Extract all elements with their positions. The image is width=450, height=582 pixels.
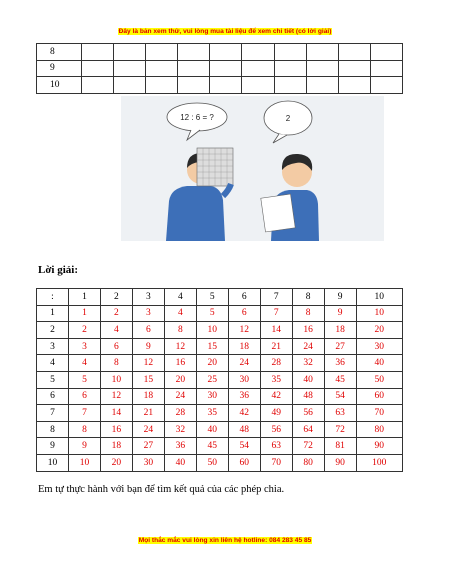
answer-cell: 64 — [292, 421, 324, 438]
answer-cell: 48 — [228, 421, 260, 438]
empty-cell — [82, 77, 114, 94]
answer-cell: 4 — [164, 305, 196, 322]
answer-cell: 2 — [100, 305, 132, 322]
instruction-note: Em tự thực hành với bạn để tìm kết quả của các phép chia. — [38, 484, 285, 495]
answer-cell: 12 — [100, 388, 132, 405]
answer-cell: 7 — [260, 305, 292, 322]
answer-cell: 15 — [132, 371, 164, 388]
answer-cell: 12 — [164, 338, 196, 355]
answer-cell: 24 — [132, 421, 164, 438]
answer-cell: 32 — [164, 421, 196, 438]
answer-cell: 2 — [69, 322, 101, 339]
answer-cell: 28 — [260, 355, 292, 372]
answer-cell: 18 — [228, 338, 260, 355]
answer-cell: 30 — [356, 338, 402, 355]
answer-cell: 5 — [69, 371, 101, 388]
answer-cell: 56 — [260, 421, 292, 438]
empty-cell — [338, 60, 370, 77]
answer-cell: 54 — [228, 438, 260, 455]
answer-cell: 63 — [260, 438, 292, 455]
answer-cell: 60 — [356, 388, 402, 405]
answer-cell: 45 — [196, 438, 228, 455]
row-header-cell: 4 — [37, 355, 69, 372]
empty-cell — [370, 44, 402, 61]
bottom-banner — [0, 537, 450, 544]
answer-cell: 10 — [69, 454, 101, 471]
row-header-cell: 7 — [37, 405, 69, 422]
top-multiplication-table — [36, 43, 403, 94]
answer-cell: 9 — [324, 305, 356, 322]
empty-cell — [242, 60, 274, 77]
answer-cell: 35 — [196, 405, 228, 422]
illustration-background — [121, 96, 384, 241]
header-cell: 5 — [196, 289, 228, 306]
answer-cell: 24 — [164, 388, 196, 405]
answer-cell: 12 — [228, 322, 260, 339]
answer-cell: 4 — [100, 322, 132, 339]
answer-cell: 56 — [292, 405, 324, 422]
answer-row — [37, 355, 403, 372]
header-cell: 2 — [100, 289, 132, 306]
answer-cell: 54 — [324, 388, 356, 405]
answer-row — [37, 421, 403, 438]
answer-cell: 20 — [196, 355, 228, 372]
header-cell: 7 — [260, 289, 292, 306]
answer-cell: 35 — [260, 371, 292, 388]
answer-cell: 4 — [69, 355, 101, 372]
answer-cell: 8 — [100, 355, 132, 372]
top-table-row — [37, 60, 403, 77]
answer-cell: 21 — [132, 405, 164, 422]
row-header-cell: 1 — [37, 305, 69, 322]
top-banner-text: Đây là bản xem thử, vui lòng mua tài liệu để xem chi tiết (có lời giải) — [118, 28, 332, 35]
header-cell: : — [37, 289, 69, 306]
empty-cell — [338, 44, 370, 61]
row-header-cell: 8 — [37, 421, 69, 438]
row-header-cell: 10 — [37, 454, 69, 471]
answer-cell: 7 — [69, 405, 101, 422]
answer-cell: 40 — [164, 454, 196, 471]
answer-cell: 24 — [292, 338, 324, 355]
answer-cell: 16 — [164, 355, 196, 372]
answer-cell: 20 — [100, 454, 132, 471]
answer-cell: 20 — [164, 371, 196, 388]
answer-cell: 3 — [69, 338, 101, 355]
empty-cell — [210, 44, 242, 61]
answer-cell: 48 — [292, 388, 324, 405]
answer-row — [37, 388, 403, 405]
left-bubble-text: 12 : 6 = ? — [180, 113, 214, 122]
answer-cell: 27 — [324, 338, 356, 355]
paper-sheet — [261, 194, 295, 232]
empty-cell — [178, 77, 210, 94]
top-banner — [0, 28, 450, 35]
answer-cell: 6 — [132, 322, 164, 339]
row-label: 8 — [37, 44, 82, 61]
empty-cell — [114, 77, 146, 94]
answer-cell: 6 — [69, 388, 101, 405]
answer-row — [37, 322, 403, 339]
answer-cell: 40 — [292, 371, 324, 388]
top-table-row — [37, 77, 403, 94]
top-table-row — [37, 44, 403, 61]
answer-cell: 10 — [356, 305, 402, 322]
answer-cell: 8 — [164, 322, 196, 339]
answer-cell: 24 — [228, 355, 260, 372]
answer-cell: 40 — [356, 355, 402, 372]
answer-cell: 36 — [228, 388, 260, 405]
answer-cell: 30 — [132, 454, 164, 471]
answer-cell: 1 — [69, 305, 101, 322]
empty-cell — [82, 44, 114, 61]
answer-cell: 6 — [100, 338, 132, 355]
row-header-cell: 2 — [37, 322, 69, 339]
right-bubble-text: 2 — [285, 114, 291, 123]
answer-cell: 90 — [356, 438, 402, 455]
answer-cell: 25 — [196, 371, 228, 388]
answer-cell: 45 — [324, 371, 356, 388]
answer-cell: 49 — [260, 405, 292, 422]
answer-cell: 36 — [164, 438, 196, 455]
row-label: 10 — [37, 77, 82, 94]
answer-cell: 18 — [100, 438, 132, 455]
empty-cell — [210, 77, 242, 94]
empty-cell — [306, 60, 338, 77]
answer-row — [37, 305, 403, 322]
empty-cell — [242, 44, 274, 61]
header-cell: 3 — [132, 289, 164, 306]
empty-cell — [274, 60, 306, 77]
empty-cell — [114, 60, 146, 77]
answer-cell: 27 — [132, 438, 164, 455]
empty-cell — [370, 60, 402, 77]
answer-cell: 40 — [196, 421, 228, 438]
answer-multiplication-table — [36, 288, 403, 472]
answer-cell: 16 — [100, 421, 132, 438]
answer-cell: 8 — [69, 421, 101, 438]
header-cell: 8 — [292, 289, 324, 306]
empty-cell — [274, 44, 306, 61]
empty-cell — [178, 60, 210, 77]
empty-cell — [242, 77, 274, 94]
answer-row — [37, 438, 403, 455]
empty-cell — [146, 77, 178, 94]
empty-cell — [146, 60, 178, 77]
empty-cell — [114, 44, 146, 61]
answer-cell: 100 — [356, 454, 402, 471]
answer-cell: 14 — [260, 322, 292, 339]
empty-cell — [210, 60, 242, 77]
answer-cell: 18 — [132, 388, 164, 405]
answer-cell: 8 — [292, 305, 324, 322]
answer-cell: 72 — [292, 438, 324, 455]
solution-title: Lời giải: — [38, 264, 79, 276]
answer-row — [37, 454, 403, 471]
header-cell: 4 — [164, 289, 196, 306]
answer-cell: 21 — [260, 338, 292, 355]
empty-cell — [146, 44, 178, 61]
empty-cell — [338, 77, 370, 94]
answer-cell: 10 — [196, 322, 228, 339]
answer-cell: 70 — [356, 405, 402, 422]
answer-cell: 72 — [324, 421, 356, 438]
answer-cell: 3 — [132, 305, 164, 322]
answer-cell: 30 — [228, 371, 260, 388]
answer-cell: 20 — [356, 322, 402, 339]
empty-cell — [370, 77, 402, 94]
answer-cell: 42 — [260, 388, 292, 405]
answer-cell: 50 — [356, 371, 402, 388]
empty-cell — [82, 60, 114, 77]
empty-cell — [306, 77, 338, 94]
header-cell: 6 — [228, 289, 260, 306]
answer-cell: 9 — [132, 338, 164, 355]
answer-cell: 81 — [324, 438, 356, 455]
answer-cell: 9 — [69, 438, 101, 455]
bottom-banner-text: Mọi thắc mắc vui lòng xin liên hệ hotline: 084 283 45 85 — [138, 537, 312, 544]
answer-cell: 42 — [228, 405, 260, 422]
answer-cell: 28 — [164, 405, 196, 422]
row-header-cell: 3 — [37, 338, 69, 355]
answer-cell: 10 — [100, 371, 132, 388]
answer-cell: 60 — [228, 454, 260, 471]
answer-cell: 70 — [260, 454, 292, 471]
answer-row — [37, 371, 403, 388]
row-header-cell: 6 — [37, 388, 69, 405]
answer-cell: 18 — [324, 322, 356, 339]
answer-cell: 12 — [132, 355, 164, 372]
empty-cell — [306, 44, 338, 61]
answer-cell: 15 — [196, 338, 228, 355]
row-header-cell: 9 — [37, 438, 69, 455]
answer-cell: 16 — [292, 322, 324, 339]
answer-header-row — [37, 289, 403, 306]
illustration — [121, 96, 384, 241]
answer-cell: 63 — [324, 405, 356, 422]
answer-cell: 14 — [100, 405, 132, 422]
header-cell: 9 — [324, 289, 356, 306]
answer-row — [37, 338, 403, 355]
answer-cell: 36 — [324, 355, 356, 372]
answer-row — [37, 405, 403, 422]
empty-cell — [178, 44, 210, 61]
empty-cell — [274, 77, 306, 94]
row-label: 9 — [37, 60, 82, 77]
answer-cell: 90 — [324, 454, 356, 471]
answer-cell: 80 — [356, 421, 402, 438]
answer-cell: 32 — [292, 355, 324, 372]
row-header-cell: 5 — [37, 371, 69, 388]
answer-cell: 6 — [228, 305, 260, 322]
answer-cell: 80 — [292, 454, 324, 471]
answer-cell: 50 — [196, 454, 228, 471]
header-cell: 1 — [69, 289, 101, 306]
answer-cell: 5 — [196, 305, 228, 322]
answer-cell: 30 — [196, 388, 228, 405]
header-cell: 10 — [356, 289, 402, 306]
